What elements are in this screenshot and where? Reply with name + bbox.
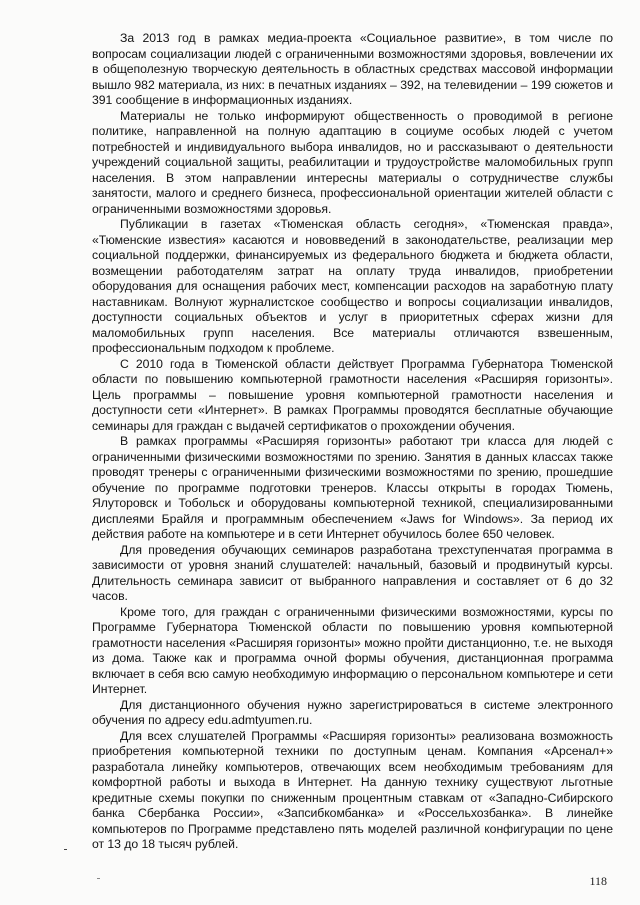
paragraph-materials: Материалы не только информируют общественность о проводимой в регионе политике, направленной на полную адаптацию в социуме особых людей с учетом потребностей и индивидуального выбора инвалидов, но и рассказывают о деятельности учреждений социальной защиты, реабилитации и трудоустройстве маломобильных групп населения. В этом направлении интересны материалы о сотрудничестве службы занятости, малого и среднего бизнеса, профессиональной ориентации жителей области с ограниченными возможностями здоровья. (92, 108, 613, 216)
paragraph-seminars: Для проведения обучающих семинаров разработана трехступенчатая программа в зависимости от уровня знаний слушателей: начальный, базовый и продвинутый курсы. Длительность семинара зависит от выбранного направления и составляет от 6 до 32 часов. (92, 542, 613, 603)
scan-mark (64, 849, 67, 850)
paragraph-vision-classes: В рамках программы «Расширяя горизонты» работают три класса для людей с ограниченными физическими возможностями по зрению. Занятия в данных классах также проводят тренеры с ограниченными физическими возможностями по зрению, прошедшие обучение по программе подготовки тренеров. Классы открыты в городах Тюмень, Ялуторовск и Тобольск и оборудованы компьютерной техникой, специализированными дисплеями Брайля и программным обеспечением «Jaws for Windows». За период их действия работе на компьютере и в сети Интернет обучилось более 650 человек. (92, 434, 613, 541)
paragraph-media-project: За 2013 год в рамках медиа-проекта «Социальное развитие», в том числе по вопросам социализации людей с ограниченными возможностями здоровья, вовлечении их в общеполезную творческую деятельность в областных средствах массовой информации вышло 982 материала, из них: в печатных изданиях – 392, на телевидении – 199 сюжетов и 391 сообщение в информационных изданиях. (92, 31, 613, 107)
document-body (92, 31, 613, 853)
paragraph-governor-program: С 2010 года в Тюменской области действует Программа Губернатора Тюменской области по повышению компьютерной грамотности населения «Расширяя горизонты». Цель программы – повышение уровня компьютерной грамотности населения и доступности сети «Интернет». В рамках Программы проводятся бесплатные обучающие семинары для граждан с выдачей сертификатов о прохождении обучения. (92, 356, 613, 433)
page-number: 118 (589, 874, 607, 888)
paragraph-computer-purchase: Для всех слушателей Программы «Расширяя горизонты» реализована возможность приобретения компьютерной техники по доступным ценам. Компания «Арсенал+» разработала линейку компьютеров, отвечающих всем необходимым требованиям для комфортной работы и выхода в Интернет. На данную технику существуют льготные кредитные схемы покупки по сниженным процентным ставкам от «Западно-Сибирского банка Сбербанка России», «Запсибкомбанка» и «Россельхозбанка». В линейке компьютеров по Программе представлено пять моделей различной конфигурации по цене от 13 до 18 тысяч рублей. (92, 728, 613, 851)
paragraph-newspaper-publications: Публикации в газетах «Тюменская область сегодня», «Тюменская правда», «Тюменские известия» касаются и нововведений в законодательстве, реализации мер социальной поддержки, финансируемых из федерального бюджета и бюджета области, возмещении работодателям затрат на оплату труда инвалидов, приобретении оборудования для оснащения рабочих мест, компенсации расходов на заработную плату наставникам. Волнуют журналистское сообщество и вопросы социализации инвалидов, доступности социальных объектов и услуг в приоритетных сферах жизни для маломобильных групп населения. Все материалы отличаются взвешенным, профессиональным подходом к проблеме. (92, 217, 613, 355)
paragraph-distance-learning: Кроме того, для граждан с ограниченными физическими возможностями, курсы по Программе Губернатора Тюменской области по повышению уровня компьютерной грамотности населения «Расширяя горизонты» можно пройти дистанционно, т.е. не выходя из дома. Также как и программа очной формы обучения, дистанционная программа включает в себя всю самую необходимую информацию о персональном компьютере и сети Интернет. (92, 604, 613, 696)
paragraph-registration: Для дистанционного обучения нужно зарегистрироваться в системе электронного обучения по адресу edu.admtyumen.ru. (92, 697, 613, 727)
scan-mark (97, 878, 100, 879)
